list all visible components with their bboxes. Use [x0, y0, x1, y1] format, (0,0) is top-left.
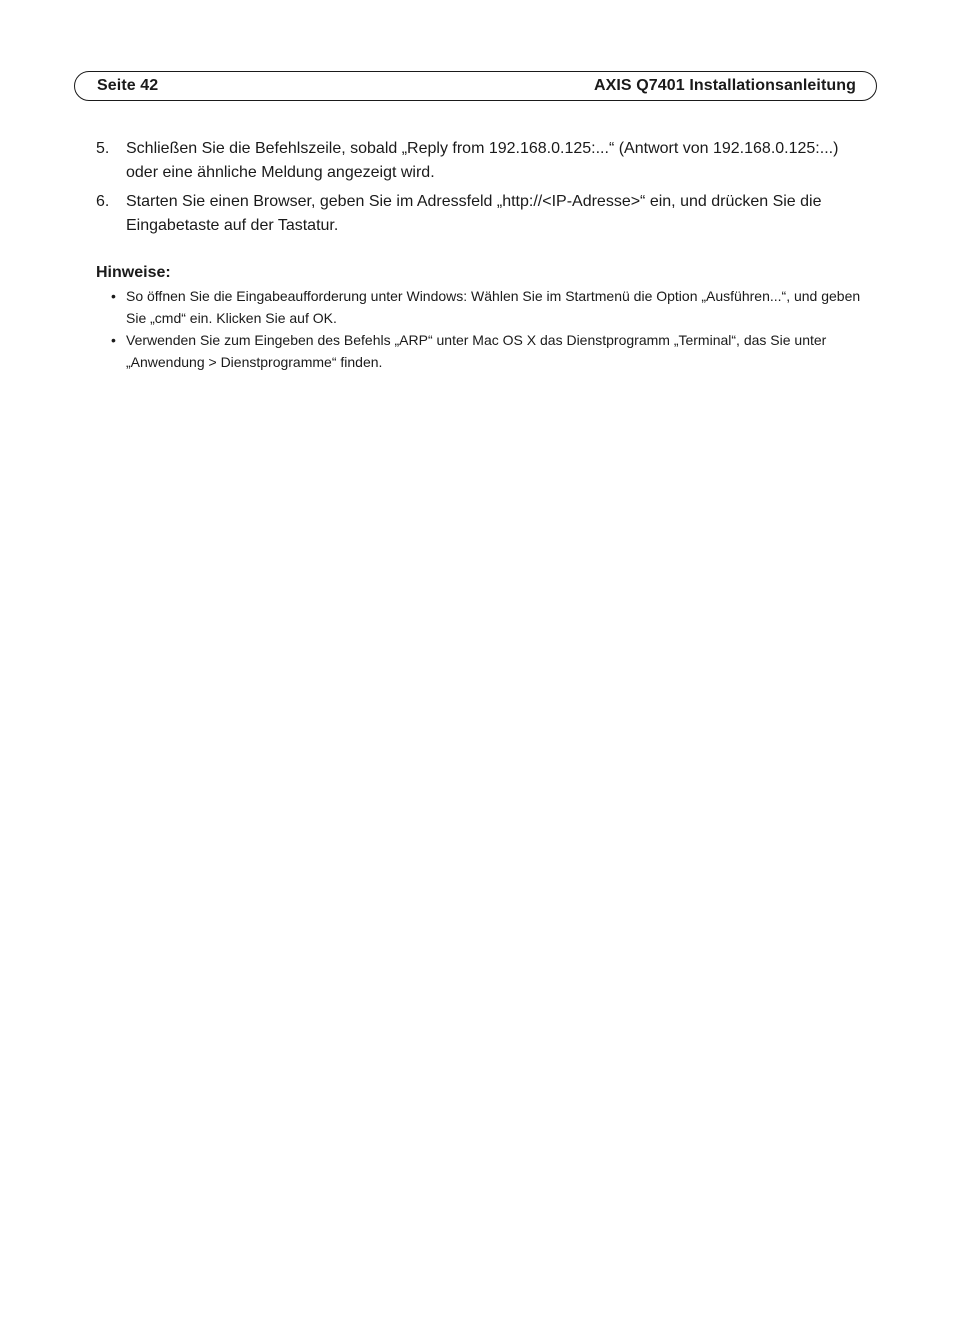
step-item	[96, 137, 866, 185]
step-number: 6.	[96, 193, 110, 210]
note-item	[96, 285, 866, 329]
bullet-icon: •	[111, 332, 116, 348]
step-number: 5.	[96, 140, 110, 157]
step-list	[96, 137, 866, 243]
notes-section	[96, 262, 866, 373]
notes-heading: Hinweise:	[96, 264, 171, 281]
page-header	[74, 71, 877, 101]
document-title: AXIS Q7401 Installationsanleitung	[593, 77, 856, 94]
note-text: Verwenden Sie zum Eingeben des Befehls „ARP“ unter Mac OS X das Dienstprogramm „Terminal“, das Sie unter „Anwendung > Dienstprogramme“ finden.	[126, 332, 827, 370]
step-text: Schließen Sie die Befehlszeile, sobald „Reply from 192.168.0.125:...“ (Antwort von 192.168.0.125:...) oder eine ähnliche Meldung angezeigt wird.	[126, 140, 839, 181]
bullet-icon: •	[111, 288, 116, 304]
step-text: Starten Sie einen Browser, geben Sie im Adressfeld „http://<IP-Adresse>“ ein, und drücken Sie die Eingabetaste auf der Tastatur.	[126, 193, 822, 234]
page-number: Seite 42	[97, 77, 159, 94]
step-item	[96, 190, 866, 238]
note-item	[96, 329, 866, 373]
note-text: So öffnen Sie die Eingabeaufforderung unter Windows: Wählen Sie im Startmenü die Option „Ausführen...“, und geben Sie „cmd“ ein. Klicken Sie auf OK.	[126, 288, 861, 326]
